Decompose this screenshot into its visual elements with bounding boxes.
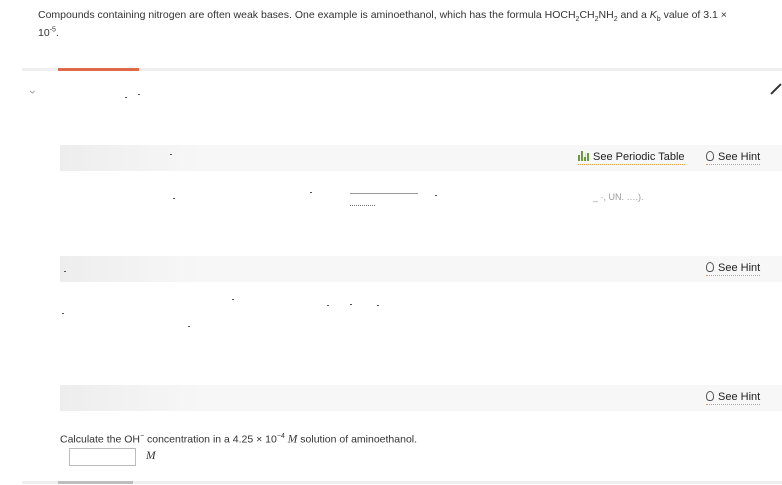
blur-mark — [170, 154, 172, 155]
unit-label: M — [146, 450, 156, 462]
step-panel-2-label — [60, 256, 200, 282]
chevron-icon[interactable]: › — [26, 90, 40, 94]
blur-mark — [188, 326, 190, 327]
answer-field-1[interactable] — [350, 205, 375, 209]
lightbulb-icon — [706, 391, 714, 401]
partial-text: _ ·, UN. ….). — [593, 192, 644, 202]
blur-mark — [173, 198, 175, 199]
periodic-table-icon — [578, 151, 589, 161]
see-hint-link-2[interactable]: See Hint — [706, 262, 760, 276]
lightbulb-icon — [706, 151, 714, 161]
problem-intro: Compounds containing nitrogen are often weak bases. One example is aminoethanol, which has the formula $HOCH_2CH_2NH_2$ and a $K_b$ value of 3.1 × $10^{-5}$. — [38, 9, 727, 39]
blur-mark — [435, 195, 437, 196]
question-text: Calculate the OH− concentration in a $4.25 \times 10^{-4}$ M solution of aminoethanol. — [60, 433, 418, 446]
blur-mark — [377, 305, 379, 306]
see-hint-link-3[interactable]: See Hint — [706, 391, 760, 405]
answer-field-1-line[interactable] — [350, 193, 418, 194]
blur-mark — [138, 94, 140, 95]
expand-icon[interactable] — [770, 83, 781, 94]
blur-mark — [350, 304, 352, 305]
blur-mark — [62, 313, 64, 314]
blur-mark — [125, 97, 127, 98]
blur-mark — [232, 299, 234, 300]
see-periodic-table-link[interactable]: See Periodic Table — [578, 151, 685, 165]
see-hint-link-1[interactable]: See Hint — [706, 151, 760, 165]
bottom-track — [22, 481, 782, 484]
blur-mark — [327, 305, 329, 306]
blur-mark — [64, 271, 66, 272]
oh-concentration-input[interactable] — [69, 448, 136, 466]
blur-mark — [310, 192, 312, 193]
progress-active-tab[interactable] — [58, 68, 139, 71]
step-panel-1-label — [60, 145, 200, 171]
bottom-active-tab[interactable] — [58, 481, 133, 484]
lightbulb-icon — [706, 262, 714, 272]
step-panel-3-label — [60, 385, 200, 411]
